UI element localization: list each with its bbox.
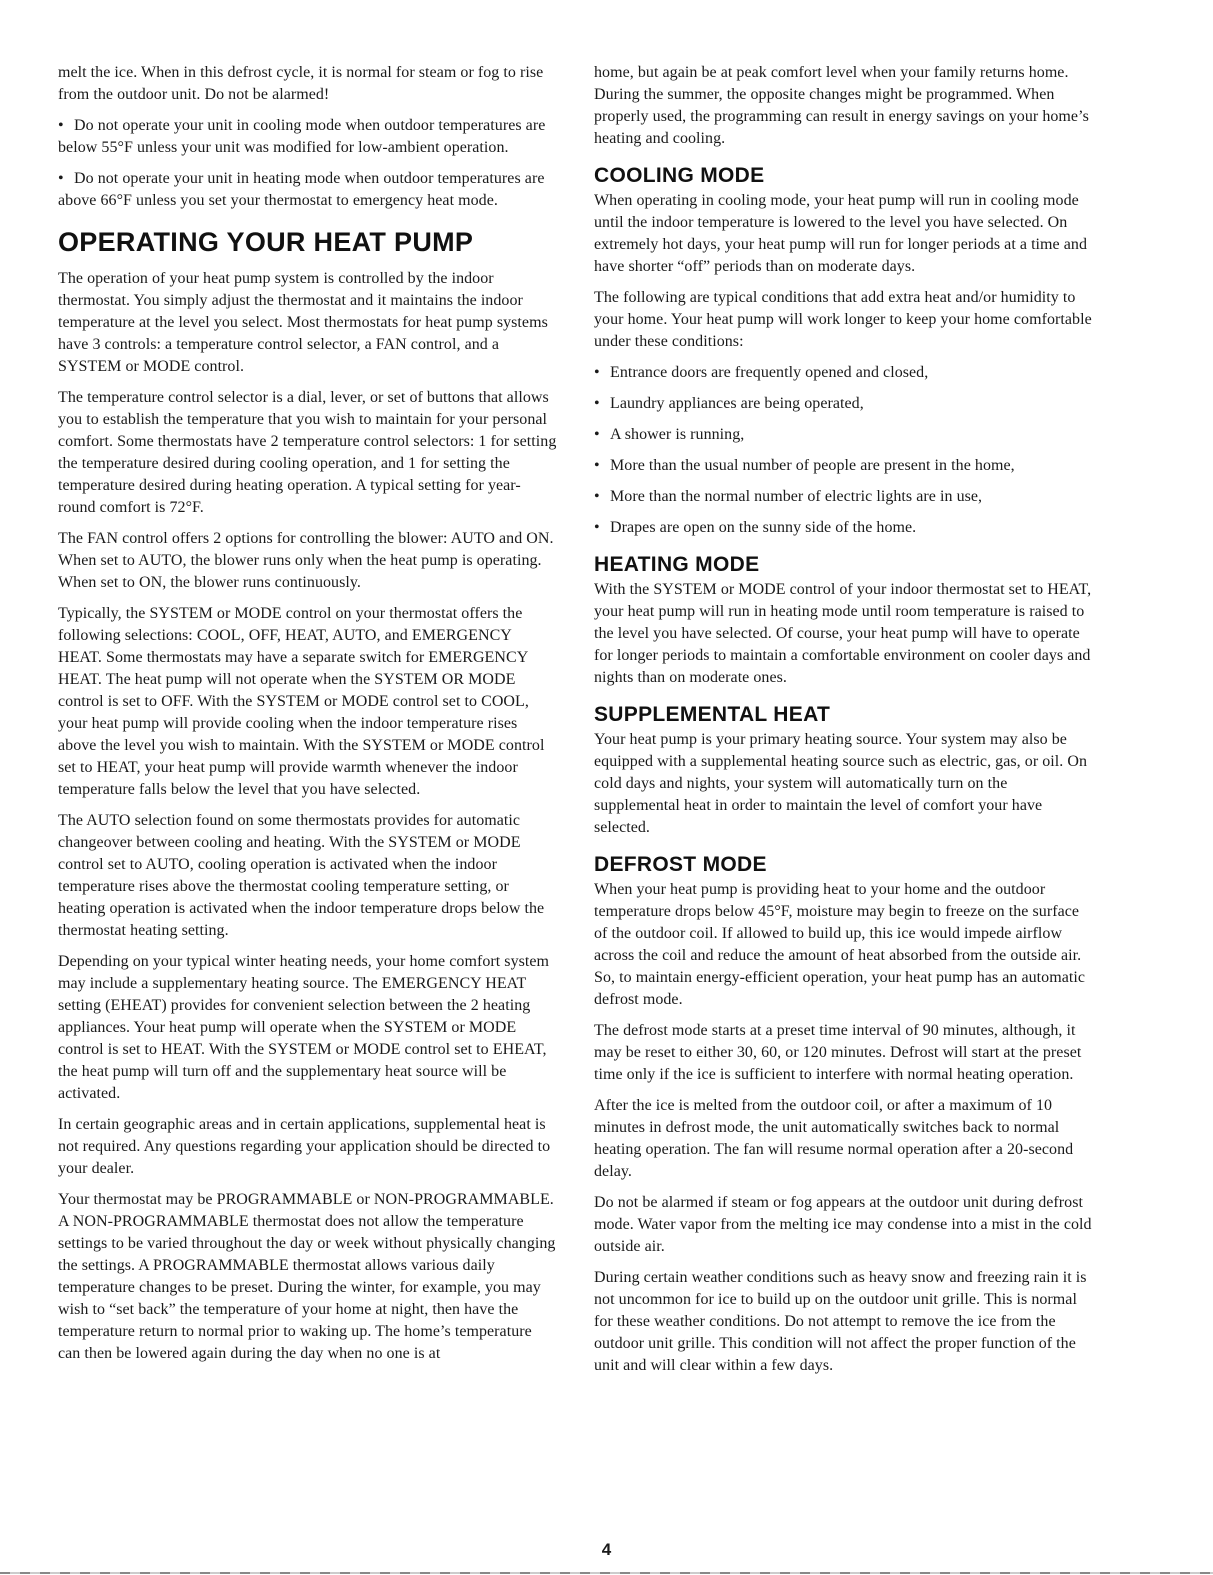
bullet-dot: • [594,457,600,474]
paragraph-defrost-end: After the ice is melted from the outdoor coil, or after a maximum of 10 minutes in defrost mode, the unit automatically switches back to normal heating operation. The fan will resume normal operation after a 20-second delay. [594,1097,1074,1180]
bullet-text: Drapes are open on the sunny side of the home. [610,519,917,536]
bullet-dot: • [594,488,600,505]
paragraph-supplemental-note: In certain geographic areas and in certain applications, supplemental heat is not required. Any questions regarding your application should be directed to your dealer. [58,1116,551,1177]
list-item [594,455,1094,477]
bullet-heating-warning [58,168,558,212]
section-heading-supplemental: SUPPLEMENTAL HEAT [594,703,831,726]
paragraph-defrost-weather: During certain weather conditions such as heavy snow and freezing rain it is not uncommon for ice to build up on the outdoor unit grille. This is normal for these weather conditions. Do not attempt to remove the ice from the outdoor unit grille. This condition will not affect the proper function of the unit and will clear within a few days. [594,1269,1087,1374]
page-bottom-border [0,1572,1213,1574]
paragraph-fan-control: The FAN control offers 2 options for controlling the blower: AUTO and ON. When set to AUTO, the blower runs only when the heat pump is operating. When set to ON, the blower runs continuously. [58,530,554,591]
bullet-text: A shower is running, [610,426,745,443]
list-item [594,362,1094,384]
paragraph-defrost-continued: melt the ice. When in this defrost cycle, it is normal for steam or fog to rise from the outdoor unit. Do not be alarmed! [58,64,544,103]
list-item [594,393,1094,415]
left-column [58,62,558,1374]
paragraph-supplemental-heat: Your heat pump is your primary heating source. Your system may also be equipped with a supplemental heating source such as electric, gas, or oil. On cold days and nights, your system will automatically turn on the supplemental heat in order to maintain the level of comfort your have selected. [594,731,1088,836]
bullet-text: Entrance doors are frequently opened and closed, [610,364,929,381]
paragraph-programmable: Your thermostat may be PROGRAMMABLE or NON-PROGRAMMABLE. A NON-PROGRAMMABLE thermostat does not allow the temperature settings to be varied throughout the day or week without physically changing the settings. A PROGRAMMABLE thermostat allows various daily temperature changes to be preset. During the winter, for example, you may wish to “set back” the temperature of your home at night, then have the temperature return to normal prior to waking up. The home’s temperature can then be lowered again during the day when no one is at [58,1191,556,1362]
section-heading-operating: OPERATING YOUR HEAT PUMP [58,227,474,257]
bullet-dot: • [58,117,64,134]
bullet-dot: • [594,395,600,412]
bullet-text: Do not operate your unit in cooling mode when outdoor temperatures are below 55°F unless your unit was modified for low-ambient operation. [58,117,546,156]
list-item [594,486,1094,508]
bullet-text: Laundry appliances are being operated, [610,395,864,412]
section-heading-defrost: DEFROST MODE [594,853,767,876]
page-number: 4 [601,1540,612,1559]
section-heading-heating: HEATING MODE [594,553,760,576]
paragraph-heating-mode: With the SYSTEM or MODE control of your indoor thermostat set to HEAT, your heat pump will run in heating mode until room temperature is raised to the level you have selected. Of course, your heat pump will have to operate for longer periods to maintain a comfortable environment on cooler days and nights than on moderate ones. [594,581,1092,686]
paragraph-temperature-selector: The temperature control selector is a dial, lever, or set of buttons that allows you to establish the temperature that you wish to maintain for your personal comfort. Some thermostats have 2 temperature control selectors: 1 for setting the temperature desired during cooling operation, and 1 for setting the temperature desired during heating operation. A typical setting for year-round comfort is 72°F. [58,389,557,516]
bullet-cooling-warning [58,115,558,159]
section-heading-cooling: COOLING MODE [594,164,765,187]
paragraph-programmable-continued: home, but again be at peak comfort level when your family returns home. During the summer, the opposite changes might be programmed. When properly used, the programming can result in energy savings on your home’s heating and cooling. [594,64,1089,147]
bullet-dot: • [594,364,600,381]
right-column [594,62,1094,1386]
list-item [594,424,1094,446]
paragraph-system-mode: Typically, the SYSTEM or MODE control on your thermostat offers the following selections: COOL, OFF, HEAT, AUTO, and EMERGENCY HEAT. Some thermostats may have a separate switch for EMERGENCY HEAT. The heat pump will not operate when the SYSTEM OR MODE control is set to OFF. With the SYSTEM or MODE control set to COOL, your heat pump will provide cooling when the indoor temperature rises above the level you wish to maintain. With the SYSTEM or MODE control set to HEAT, your heat pump will provide warmth whenever the indoor temperature falls below the level that you have selected. [58,605,545,798]
bullet-text: More than the normal number of electric lights are in use, [610,488,983,505]
bullet-dot: • [58,170,64,187]
paragraph-defrost-steam: Do not be alarmed if steam or fog appears at the outdoor unit during defrost mode. Water vapor from the melting ice may condense into a mist in the cold outside air. [594,1194,1092,1255]
bullet-dot: • [594,426,600,443]
paragraph-thermostat-intro: The operation of your heat pump system is controlled by the indoor thermostat. You simply adjust the thermostat and it maintains the indoor temperature at the level you select. Most thermostats for heat pump systems have 3 controls: a temperature control selector, a FAN control, and a SYSTEM or MODE control. [58,270,548,375]
list-item [594,517,1094,539]
bullet-dot: • [594,519,600,536]
paragraph-defrost-intro: When your heat pump is providing heat to your home and the outdoor temperature drops below 45°F, moisture may begin to freeze on the surface of the outdoor coil. If allowed to build up, this ice would impede airflow across the coil and reduce the amount of heat absorbed from the outside air. So, to maintain energy-efficient operation, your heat pump has an automatic defrost mode. [594,881,1086,1008]
paragraph-auto-selection: The AUTO selection found on some thermostats provides for automatic changeover between cooling and heating. With the SYSTEM or MODE control set to AUTO, cooling operation is activated when the indoor temperature rises above the thermostat cooling temperature setting, or heating operation is activated when the indoor temperature drops below the thermostat heating setting. [58,812,545,939]
paragraph-emergency-heat: Depending on your typical winter heating needs, your home comfort system may include a supplementary heating source. The EMERGENCY HEAT setting (EHEAT) provides for convenient selection between the 2 heating appliances. Your heat pump will operate when the SYSTEM or MODE control is set to HEAT. With the SYSTEM or MODE control set to EHEAT, the heat pump will turn off and the supplementary heat source will be activated. [58,953,550,1102]
paragraph-cooling-mode: When operating in cooling mode, your heat pump will run in cooling mode until the indoor temperature is lowered to the level you have selected. On extremely hot days, your heat pump will run for longer periods at a time and have shorter “off” periods than on moderate days. [594,192,1088,275]
paragraph-cooling-conditions: The following are typical conditions that add extra heat and/or humidity to your home. Your heat pump will work longer to keep your home comfortable under these conditions: [594,289,1092,350]
bullet-text: More than the usual number of people are present in the home, [610,457,1015,474]
paragraph-defrost-interval: The defrost mode starts at a preset time interval of 90 minutes, although, it may be reset to either 30, 60, or 120 minutes. Defrost will start at the preset time only if the ice is sufficient to interfere with normal heating operation. [594,1022,1082,1083]
bullet-text: Do not operate your unit in heating mode when outdoor temperatures are above 66°F unless you set your thermostat to emergency heat mode. [58,170,545,209]
